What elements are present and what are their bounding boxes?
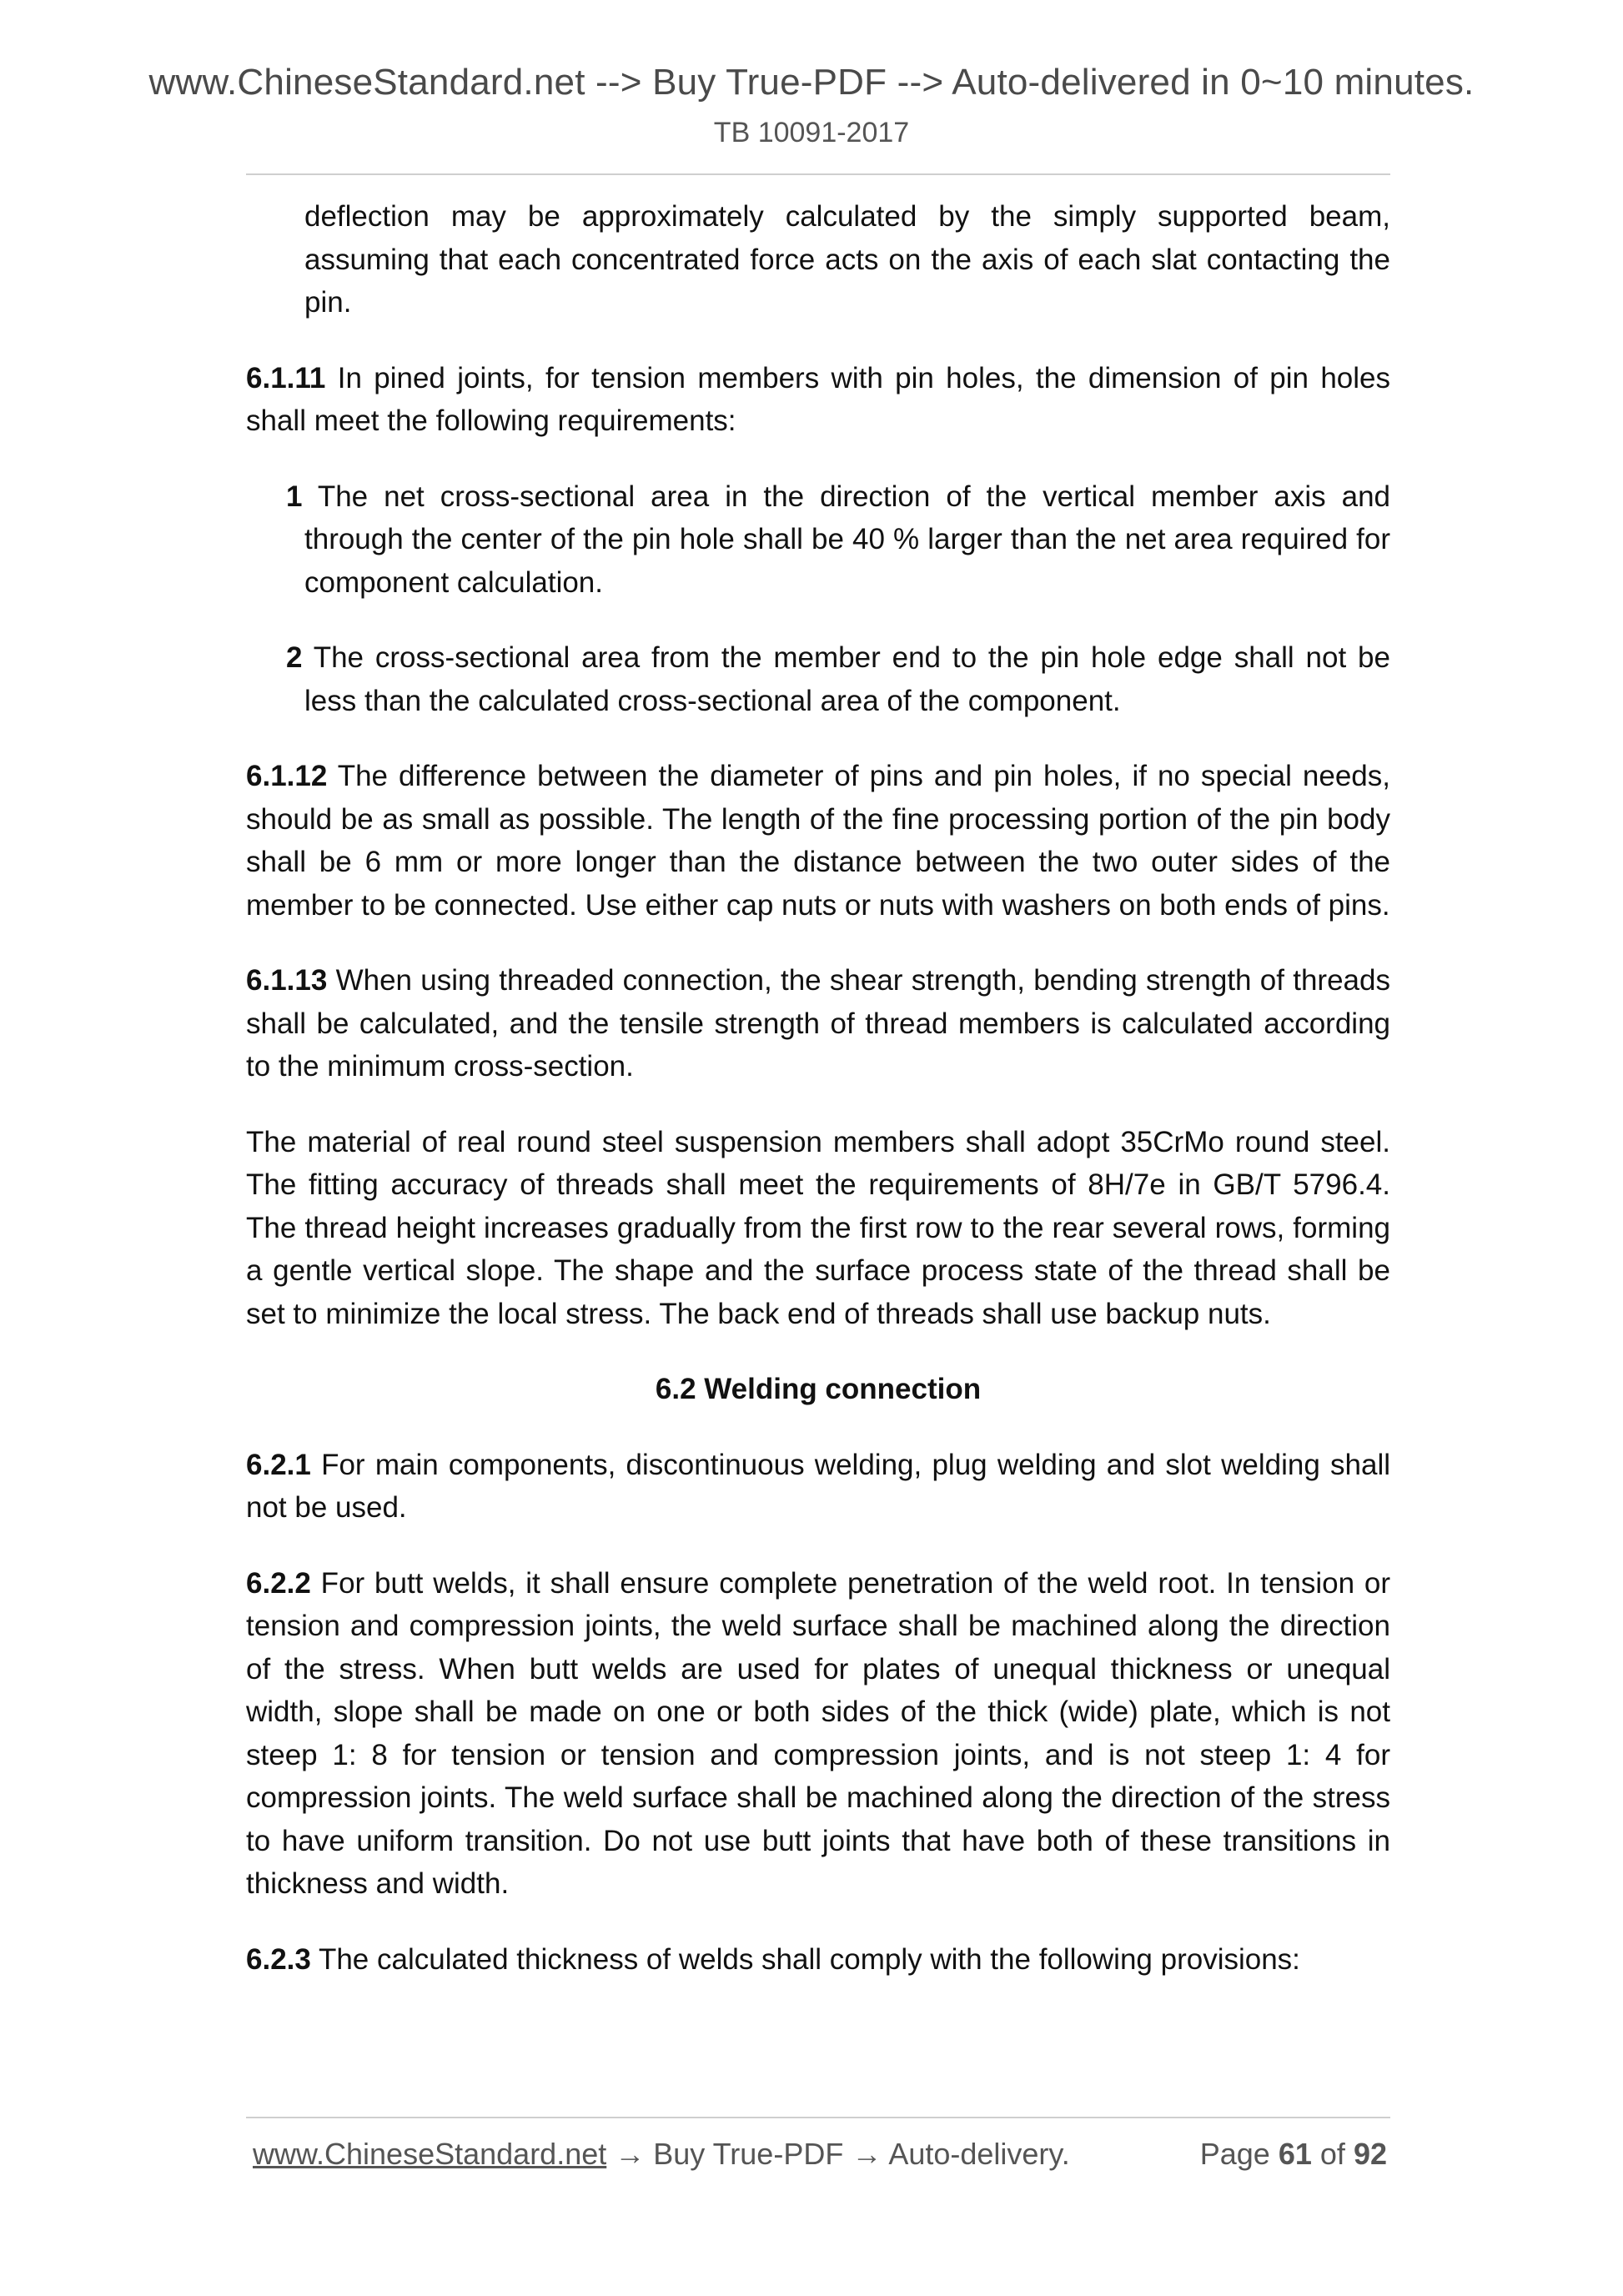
page-counter — [1200, 2137, 1387, 2172]
footer-promo — [253, 2137, 1070, 2172]
header-divider — [246, 173, 1390, 175]
list-item-number: 1 — [286, 480, 303, 513]
list-item-1 — [246, 475, 1390, 605]
clause-text: For butt welds, it shall ensure complete penetration of the weld root. In tension or tension and compression joints, the weld surface shall be machined along the direction of the stress. When butt welds are used for plates of unequal thickness or unequal width, slope shall be made on one or both sides of the thick (wide) plate, which is not steep 1: 8 for tension or tension and compression joints, and is not steep 1: 4 for compression joints. The weld surface shall be machined along the direction of the stress to have uniform transition. Do not use butt joints that have both of these transitions in thickness and width. — [246, 1566, 1390, 1900]
paragraph-material: The material of real round steel suspension members shall adopt 35CrMo round steel. The fitting accuracy of threads shall meet the requirements of 8H/7e in GB/T 5796.4. The thread height increases gradually from the first row to the rear several rows, forming a gentle vertical slope. The shape and the surface process state of the thread shall be set to minimize the local stress. The back end of threads shall use backup nuts. — [246, 1125, 1390, 1330]
list-item-2 — [246, 636, 1390, 722]
page-label: Page — [1199, 2137, 1270, 2171]
clause-text: In pined joints, for tension members with pin holes, the dimension of pin holes shall meet the following requirements: — [246, 361, 1390, 437]
page-total: 92 — [1353, 2137, 1387, 2171]
clause-6-1-13 — [246, 959, 1390, 1088]
clause-text: The difference between the diameter of pins and pin holes, if no special needs, should be as small as possible. The length of the fine processing portion of the pin body shall be 6 mm or more longer than the distance between the two outer sides of the member to be connected. Use either cap nuts or nuts with washers on both ends of pins. — [246, 760, 1390, 922]
document-id: TB 10091-2017 — [713, 117, 910, 148]
clause-6-1-11 — [246, 357, 1390, 443]
clause-6-2-2 — [246, 1562, 1390, 1906]
footer-promo-text: → Buy True-PDF → Auto-delivery. — [606, 2137, 1070, 2171]
clause-6-1-12 — [246, 755, 1390, 927]
header-banner[interactable]: www.ChineseStandard.net --> Buy True-PDF --> Auto-delivered in 0~10 minutes. — [148, 62, 1475, 103]
clause-6-2-1 — [246, 1444, 1390, 1530]
clause-text: The calculated thickness of welds shall comply with the following provisions: — [310, 1942, 1300, 1976]
clause-text: For main components, discontinuous welding, plug welding and slot welding shall not be used. — [246, 1448, 1390, 1524]
clause-number: 6.1.12 — [246, 760, 328, 792]
footer-divider — [246, 2117, 1390, 2118]
clause-number: 6.1.11 — [246, 361, 326, 394]
page-of-label: of — [1319, 2137, 1345, 2171]
page-number: 61 — [1278, 2137, 1312, 2171]
list-item-number: 2 — [286, 641, 303, 674]
clause-number: 6.1.13 — [246, 964, 328, 997]
footer-site-link[interactable]: www.ChineseStandard.net — [253, 2137, 607, 2171]
clause-number: 6.2.2 — [246, 1566, 311, 1600]
clause-number: 6.2.1 — [246, 1448, 311, 1481]
paragraph-continuation: deflection may be approximately calculated by the simply supported beam, assuming that each concentrated force acts on the axis of each slat contacting the pin. — [304, 200, 1390, 319]
section-heading-6-2: 6.2 Welding connection — [655, 1373, 982, 1405]
list-item-text: The cross-sectional area from the member end to the pin hole edge shall not be less than the calculated cross-sectional area of the component. — [302, 641, 1390, 717]
clause-text: When using threaded connection, the shear strength, bending strength of threads shall be calculated, and the tensile strength of thread members is calculated according to the minimum cross-section. — [246, 964, 1390, 1083]
list-item-text: The net cross-sectional area in the direction of the vertical member axis and through the center of the pin hole shall be 40 % larger than the net area required for component calculation. — [302, 480, 1390, 599]
clause-number: 6.2.3 — [246, 1942, 311, 1976]
page-body — [246, 195, 1390, 2013]
clause-6-2-3 — [246, 1938, 1390, 1982]
